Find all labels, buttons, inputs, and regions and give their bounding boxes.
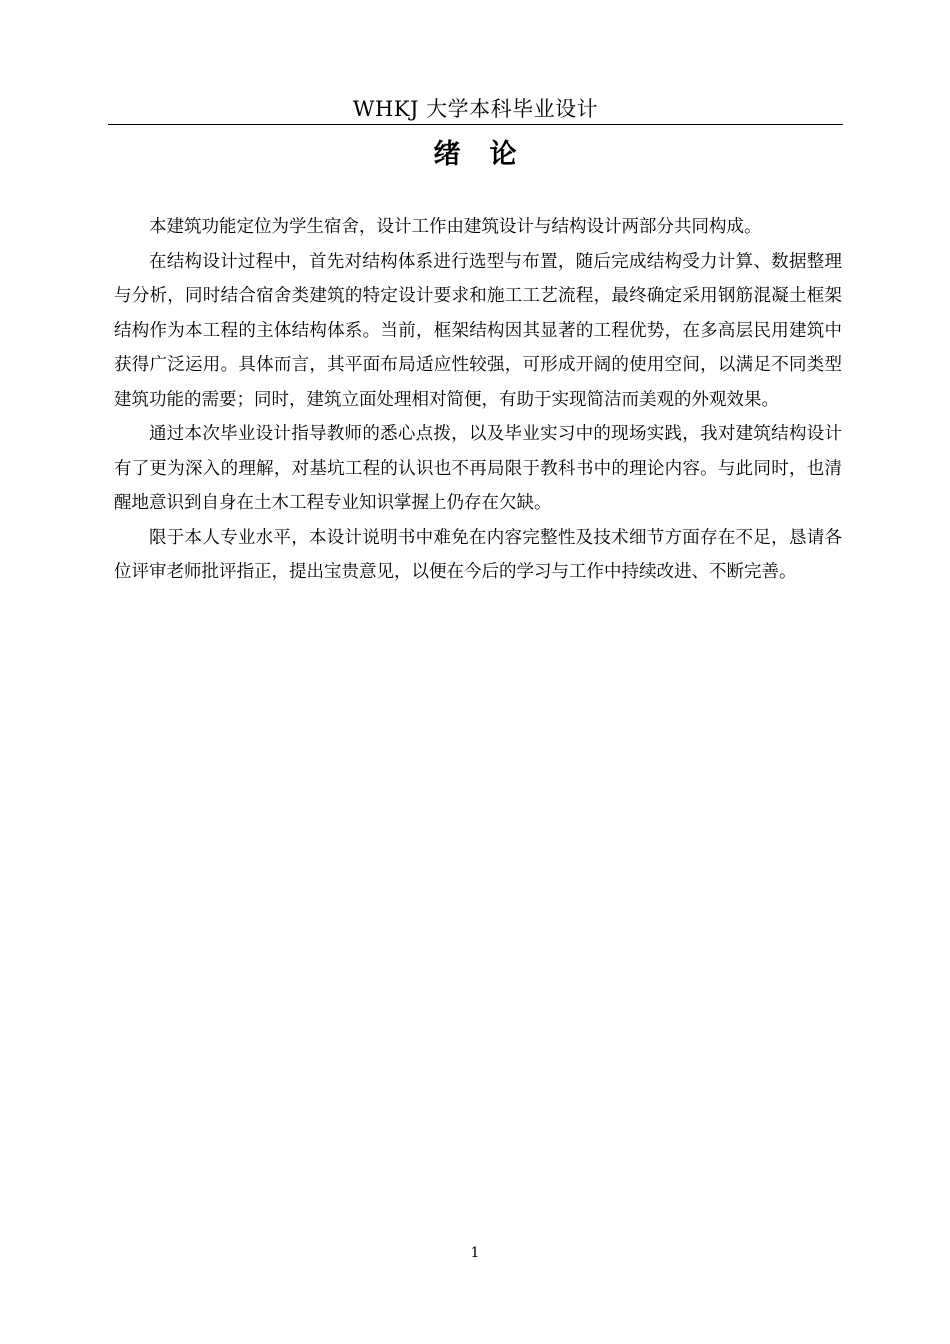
paragraph: 本建筑功能定位为学生宿舍，设计工作由建筑设计与结构设计两部分共同构成。 [149, 217, 762, 237]
paragraph: 在结构设计过程中，首先对结构体系进行选型与布置，随后完成结构受力计算、数据整理与分析，同时结合宿舍类建筑的特定设计要求和施工工艺流程，最终确定采用钢筋混凝土框架结构作为本工程的主体结构体系。当前，框架结构因其显著的工程优势，在多高层民用建筑中获得广泛运用。具体而言，其平面布局适应性较强，可形成开阔的使用空间，以满足不同类型建筑功能的需要；同时，建筑立面处理相对简便，有助于实现简洁而美观的外观效果。 [114, 251, 842, 410]
page-header: WHKJ 大学本科毕业设计 [352, 97, 599, 121]
header-divider [108, 124, 843, 125]
paragraph: 通过本次毕业设计指导教师的悉心点拨，以及毕业实习中的现场实践，我对建筑结构设计有了更为深入的理解，对基坑工程的认识也不再局限于教科书中的理论内容。与此同时，也清醒地意识到自身在土木工程专业知识掌握上仍存在欠缺。 [114, 424, 842, 513]
document-title: 绪 论 [433, 139, 518, 170]
body-text [114, 210, 842, 590]
paragraph: 限于本人专业水平，本设计说明书中难免在内容完整性及技术细节方面存在不足，恳请各位评审老师批评指正，提出宝贵意见，以便在今后的学习与工作中持续改进、不断完善。 [114, 527, 842, 582]
page-number: 1 [470, 1245, 480, 1261]
